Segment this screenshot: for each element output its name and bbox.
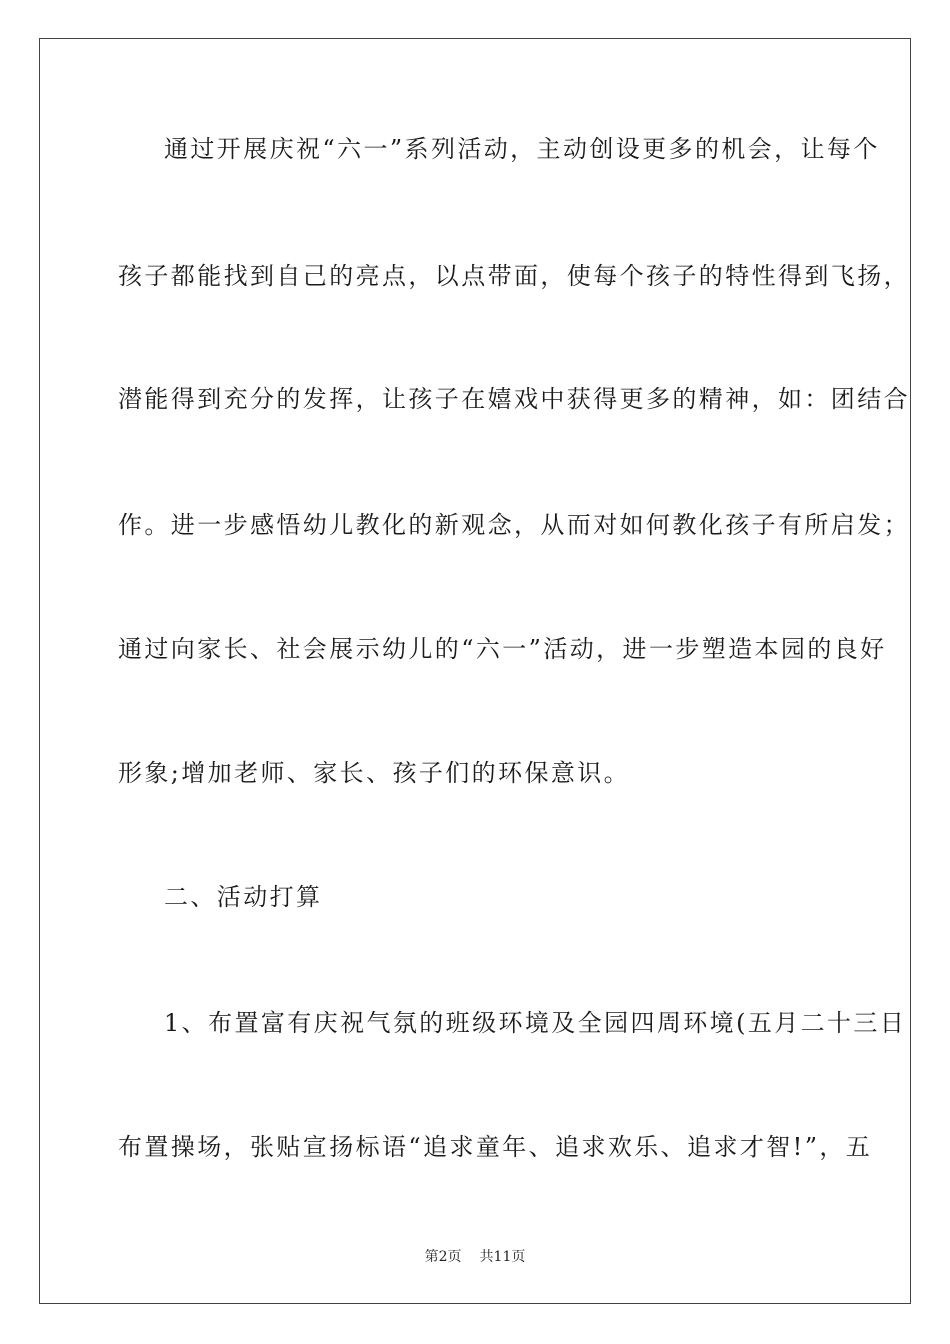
list-item-line-2: 布置操场，张贴宣扬标语“追求童年、追求欢乐、追求才智!”，五 — [118, 1133, 873, 1161]
paragraph-line-6: 形象;增加老师、家长、孩子们的环保意识。 — [118, 759, 631, 787]
section-heading: 二、活动打算 — [164, 883, 323, 911]
paragraph-line-1: 通过开展庆祝“六一”系列活动，主动创设更多的机会，让每个 — [164, 135, 880, 163]
paragraph-line-4: 作。进一步感悟幼儿教化的新观念，从而对如何教化孩子有所启发； — [118, 511, 910, 539]
page-border — [39, 38, 911, 1304]
page-number: 第2页 — [424, 1249, 462, 1265]
page-footer — [0, 1248, 950, 1266]
paragraph-line-5: 通过向家长、社会展示幼儿的“六一”活动，进一步塑造本园的良好 — [118, 635, 887, 663]
list-item-line-1: 1、布置富有庆祝气氛的班级环境及全园四周环境(五月二十三日 — [164, 1009, 907, 1037]
paragraph-line-2: 孩子都能找到自己的亮点，以点带面，使每个孩子的特性得到飞扬， — [118, 262, 910, 290]
paragraph-line-3: 潜能得到充分的发挥，让孩子在嬉戏中获得更多的精神，如：团结合 — [118, 385, 910, 413]
page-total: 共11页 — [479, 1249, 526, 1265]
